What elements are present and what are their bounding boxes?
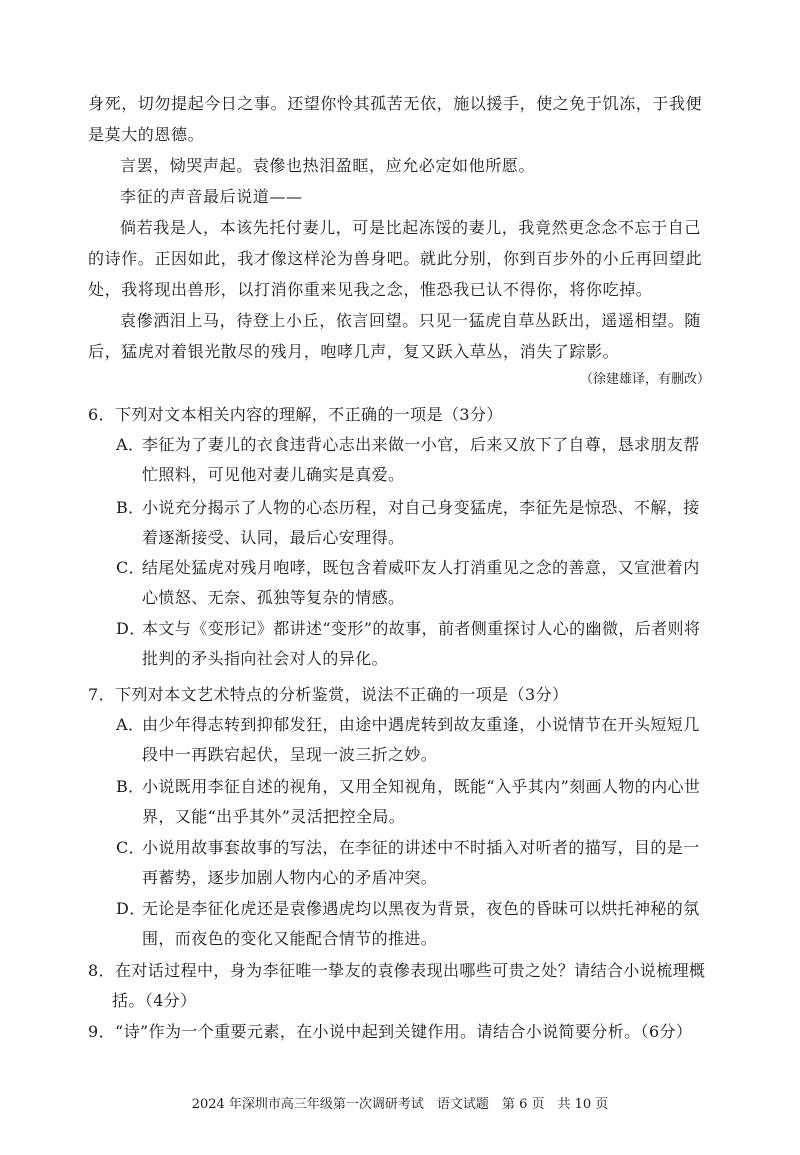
question-7-option-a: [116, 710, 714, 770]
question-number: 7．: [88, 685, 115, 704]
source-note: （徐建雄译，有删改）: [579, 372, 710, 387]
option-text: 由少年得志转到抑郁发狂，由途中遇虎转到故友重逢，小说情节在开头短短几段中一再跌宕起伏，呈现一波三折之妙。: [142, 715, 700, 764]
option-text: 结尾处猛虎对残月咆哮，既包含着威吓友人打消重见之念的善意，又宣泄着内心愤怒、无奈、孤独等复杂的情感。: [142, 558, 700, 607]
question-text: 在对话过程中，身为李征唯一挚友的袁傪表现出哪些可贵之处？请结合小说梳理概括。（4分）: [112, 961, 706, 1010]
option-letter: D．: [116, 899, 146, 918]
question-6-option-d: [116, 614, 714, 674]
option-letter: B．: [116, 777, 145, 796]
option-text: 小说用故事套故事的写法，在李征的讲述中不时插入对听者的描写，目的是一再蓄势，逐步加剧人物内心的矛盾冲突。: [142, 838, 700, 887]
question-text: 下列对文本相关内容的理解，不正确的一项是（3分）: [114, 405, 503, 424]
story-paragraph-5: 袁傪洒泪上马，待登上小丘，依言回望。只见一猛虎自草丛跃出，遥遥相望。随后，猛虎对着银光散尽的残月，咆哮几声，复又跃入草丛，消失了踪影。: [88, 311, 702, 361]
question-7-option-b: [116, 772, 714, 832]
option-letter: A．: [116, 715, 145, 734]
option-letter: C．: [116, 558, 146, 577]
story-paragraph-2: 言罢，恸哭声起。袁傪也热泪盈眶，应允必定如他所愿。: [120, 156, 536, 175]
story-paragraph-4: 倘若我是人，本该先托付妻儿，可是比起冻馁的妻儿，我竟然更念念不忘于自己的诗作。正因如此，我才像这样沦为兽身吧。就此分别，你到百步外的小丘再回望此处，我将现出兽形，以打消你重来见我之念，惟恐我已认不得你，将你吃掉。: [88, 218, 703, 299]
question-number: 9．: [88, 1022, 115, 1041]
option-letter: A．: [116, 435, 145, 454]
question-6-option-c: [116, 553, 714, 613]
option-text: 本文与《变形记》都讲述“变形”的故事，前者侧重探讨人心的幽微，后者则将批判的矛头指向社会对人的异化。: [142, 619, 701, 668]
question-8: [88, 956, 712, 1016]
option-letter: D．: [116, 619, 146, 638]
question-7-option-d: [116, 894, 714, 954]
question-6-option-a: [116, 430, 714, 490]
option-text: 小说既用李征自述的视角，又用全知视角，既能“入乎其内”刻画人物的内心世界，又能“出乎其外”灵活把控全局。: [142, 777, 701, 826]
question-number: 8．: [88, 961, 115, 980]
option-letter: C．: [116, 838, 146, 857]
page-footer: 2024 年深圳市高三年级第一次调研考试 语文试题 第 6 页 共 10 页: [191, 1097, 609, 1112]
question-9: [88, 1017, 712, 1047]
option-text: 无论是李征化虎还是袁傪遇虎均以黑夜为背景，夜色的昏昧可以烘托神秘的氛围，而夜色的变化又能配合情节的推进。: [142, 899, 700, 948]
option-text: 小说充分揭示了人物的心态历程，对自己身变猛虎，李征先是惊恐、不解，接着逐渐接受、认同，最后心安理得。: [142, 498, 700, 547]
question-number: 6．: [88, 405, 115, 424]
question-text: 下列对本文艺术特点的分析鉴赏，说法不正确的一项是（3分）: [114, 685, 569, 704]
story-paragraph-1: 身死，切勿提起今日之事。还望你怜其孤苦无依，施以援手，使之免于饥冻，于我便是莫大的恩德。: [88, 94, 703, 144]
story-paragraph-3: 李征的声音最后说道——: [120, 187, 303, 206]
question-6-option-b: [116, 493, 714, 553]
option-text: 李征为了妻儿的衣食违背心志出来做一小官，后来又放下了自尊，恳求朋友帮忙照料，可见他对妻儿确实是真爱。: [142, 435, 700, 484]
option-letter: B．: [116, 498, 145, 517]
question-7-option-c: [116, 833, 714, 893]
question-6: [88, 400, 712, 430]
question-7: [88, 680, 712, 710]
question-text: “诗”作为一个重要元素，在小说中起到关键作用。请结合小说简要分析。（6分）: [114, 1022, 693, 1041]
